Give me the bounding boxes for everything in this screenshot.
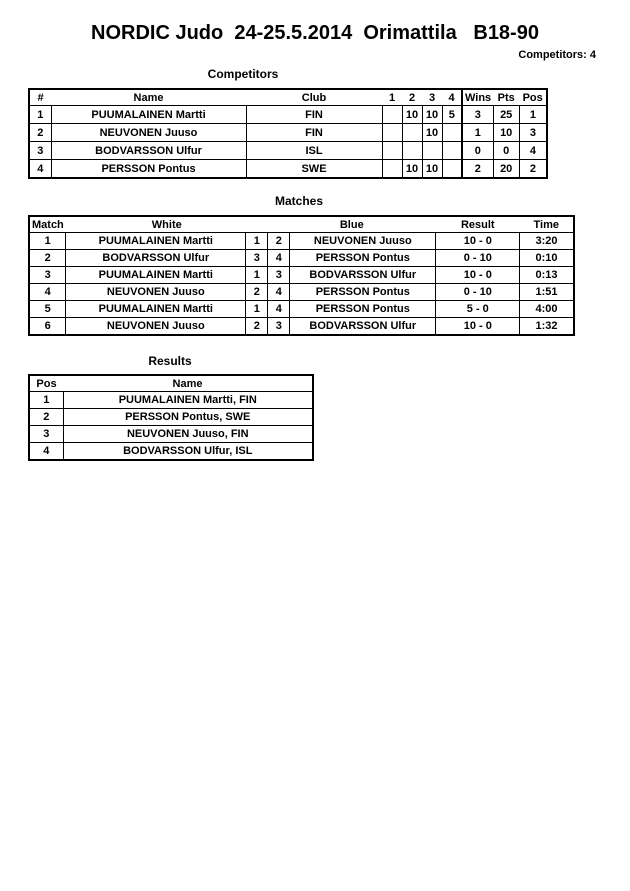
result-pos: 2 bbox=[29, 409, 63, 426]
match-row bbox=[29, 233, 574, 250]
competitor-pts: 20 bbox=[493, 160, 519, 179]
result-row bbox=[29, 426, 313, 443]
competitor-pos: 4 bbox=[519, 142, 547, 160]
score-vs-1 bbox=[382, 142, 402, 160]
competitors-header-row bbox=[29, 89, 547, 106]
col-header-white: White bbox=[66, 216, 268, 233]
result-row bbox=[29, 392, 313, 409]
result-row bbox=[29, 409, 313, 426]
score-vs-2: 10 bbox=[402, 106, 422, 124]
result-name: BODVARSSON Ulfur, ISL bbox=[63, 443, 313, 461]
score-vs-1 bbox=[382, 106, 402, 124]
match-time: 4:00 bbox=[520, 301, 574, 318]
col-header-pts: Pts bbox=[493, 89, 519, 106]
result-pos: 3 bbox=[29, 426, 63, 443]
competitor-pos: 3 bbox=[519, 124, 547, 142]
matches-table bbox=[28, 215, 575, 336]
competitor-club: FIN bbox=[246, 106, 382, 124]
page-title: NORDIC Judo 24-25.5.2014 Orimattila B18-90 bbox=[91, 22, 539, 44]
white-number: 1 bbox=[246, 301, 268, 318]
col-header-4: 4 bbox=[442, 89, 462, 106]
blue-name: BODVARSSON Ulfur bbox=[290, 267, 436, 284]
competitor-wins: 1 bbox=[462, 124, 493, 142]
result-name: PUUMALAINEN Martti, FIN bbox=[63, 392, 313, 409]
competitor-row bbox=[29, 106, 547, 124]
competitor-wins: 0 bbox=[462, 142, 493, 160]
match-row bbox=[29, 318, 574, 336]
score-vs-2 bbox=[402, 124, 422, 142]
competitor-club: SWE bbox=[246, 160, 382, 179]
competitor-club: FIN bbox=[246, 124, 382, 142]
white-name: PUUMALAINEN Martti bbox=[66, 301, 246, 318]
competitor-number: 1 bbox=[29, 106, 51, 124]
white-number: 2 bbox=[246, 284, 268, 301]
competitor-pts: 0 bbox=[493, 142, 519, 160]
competitor-row bbox=[29, 142, 547, 160]
competitor-number: 3 bbox=[29, 142, 51, 160]
white-name: BODVARSSON Ulfur bbox=[66, 250, 246, 267]
score-vs-4 bbox=[442, 160, 462, 179]
match-result: 0 - 10 bbox=[436, 284, 520, 301]
blue-name: NEUVONEN Juuso bbox=[290, 233, 436, 250]
col-header-blue: Blue bbox=[268, 216, 436, 233]
blue-name: BODVARSSON Ulfur bbox=[290, 318, 436, 336]
col-header-time: Time bbox=[520, 216, 574, 233]
col-header-name: Name bbox=[63, 375, 313, 392]
match-number: 4 bbox=[29, 284, 66, 301]
score-vs-4 bbox=[442, 124, 462, 142]
match-result: 10 - 0 bbox=[436, 233, 520, 250]
match-row bbox=[29, 284, 574, 301]
result-name: PERSSON Pontus, SWE bbox=[63, 409, 313, 426]
section-title-competitors: Competitors bbox=[207, 67, 279, 81]
matches-header-row bbox=[29, 216, 574, 233]
match-row bbox=[29, 301, 574, 318]
result-pos: 1 bbox=[29, 392, 63, 409]
match-result: 5 - 0 bbox=[436, 301, 520, 318]
score-vs-3: 10 bbox=[422, 124, 442, 142]
col-header-1: 1 bbox=[382, 89, 402, 106]
blue-name: PERSSON Pontus bbox=[290, 301, 436, 318]
competitor-number: 2 bbox=[29, 124, 51, 142]
white-number: 1 bbox=[246, 233, 268, 250]
match-row bbox=[29, 250, 574, 267]
col-header-name: Name bbox=[51, 89, 246, 106]
match-number: 2 bbox=[29, 250, 66, 267]
score-vs-4: 5 bbox=[442, 106, 462, 124]
white-name: PUUMALAINEN Martti bbox=[66, 233, 246, 250]
competitor-name: BODVARSSON Ulfur bbox=[51, 142, 246, 160]
match-result: 0 - 10 bbox=[436, 250, 520, 267]
competitor-pos: 1 bbox=[519, 106, 547, 124]
white-number: 1 bbox=[246, 267, 268, 284]
score-vs-3 bbox=[422, 142, 442, 160]
white-number: 2 bbox=[246, 318, 268, 336]
competitors-table bbox=[28, 88, 548, 179]
result-name: NEUVONEN Juuso, FIN bbox=[63, 426, 313, 443]
score-vs-3: 10 bbox=[422, 106, 442, 124]
blue-name: PERSSON Pontus bbox=[290, 284, 436, 301]
col-header-pos: Pos bbox=[29, 375, 63, 392]
match-time: 0:10 bbox=[520, 250, 574, 267]
match-result: 10 - 0 bbox=[436, 267, 520, 284]
match-row bbox=[29, 267, 574, 284]
score-vs-1 bbox=[382, 124, 402, 142]
score-vs-2 bbox=[402, 142, 422, 160]
blue-number: 3 bbox=[268, 318, 290, 336]
competitor-name: NEUVONEN Juuso bbox=[51, 124, 246, 142]
result-pos: 4 bbox=[29, 443, 63, 461]
col-header-pos: Pos bbox=[519, 89, 547, 106]
result-row bbox=[29, 443, 313, 461]
competitor-club: ISL bbox=[246, 142, 382, 160]
white-name: PUUMALAINEN Martti bbox=[66, 267, 246, 284]
col-header-2: 2 bbox=[402, 89, 422, 106]
match-number: 5 bbox=[29, 301, 66, 318]
results-header-row bbox=[29, 375, 313, 392]
results-table bbox=[28, 374, 314, 461]
score-vs-3: 10 bbox=[422, 160, 442, 179]
match-number: 3 bbox=[29, 267, 66, 284]
blue-number: 4 bbox=[268, 301, 290, 318]
competitor-pos: 2 bbox=[519, 160, 547, 179]
blue-name: PERSSON Pontus bbox=[290, 250, 436, 267]
match-time: 3:20 bbox=[520, 233, 574, 250]
white-name: NEUVONEN Juuso bbox=[66, 318, 246, 336]
competitor-wins: 3 bbox=[462, 106, 493, 124]
match-result: 10 - 0 bbox=[436, 318, 520, 336]
competitors-count: Competitors: 4 bbox=[518, 49, 596, 61]
blue-number: 4 bbox=[268, 250, 290, 267]
competitor-name: PERSSON Pontus bbox=[51, 160, 246, 179]
score-vs-2: 10 bbox=[402, 160, 422, 179]
col-header-club: Club bbox=[246, 89, 382, 106]
score-vs-4 bbox=[442, 142, 462, 160]
match-time: 0:13 bbox=[520, 267, 574, 284]
blue-number: 3 bbox=[268, 267, 290, 284]
col-header-wins: Wins bbox=[462, 89, 493, 106]
competitor-pts: 10 bbox=[493, 124, 519, 142]
col-header-num: # bbox=[29, 89, 51, 106]
white-name: NEUVONEN Juuso bbox=[66, 284, 246, 301]
section-title-matches: Matches bbox=[274, 194, 324, 208]
section-title-results: Results bbox=[148, 354, 192, 368]
col-header-result: Result bbox=[436, 216, 520, 233]
competitor-wins: 2 bbox=[462, 160, 493, 179]
match-number: 1 bbox=[29, 233, 66, 250]
blue-number: 4 bbox=[268, 284, 290, 301]
match-time: 1:32 bbox=[520, 318, 574, 336]
competitor-row bbox=[29, 124, 547, 142]
match-number: 6 bbox=[29, 318, 66, 336]
col-header-match: Match bbox=[29, 216, 66, 233]
competitor-name: PUUMALAINEN Martti bbox=[51, 106, 246, 124]
competitor-number: 4 bbox=[29, 160, 51, 179]
blue-number: 2 bbox=[268, 233, 290, 250]
score-vs-1 bbox=[382, 160, 402, 179]
white-number: 3 bbox=[246, 250, 268, 267]
competitor-pts: 25 bbox=[493, 106, 519, 124]
match-time: 1:51 bbox=[520, 284, 574, 301]
col-header-3: 3 bbox=[422, 89, 442, 106]
competitor-row bbox=[29, 160, 547, 179]
